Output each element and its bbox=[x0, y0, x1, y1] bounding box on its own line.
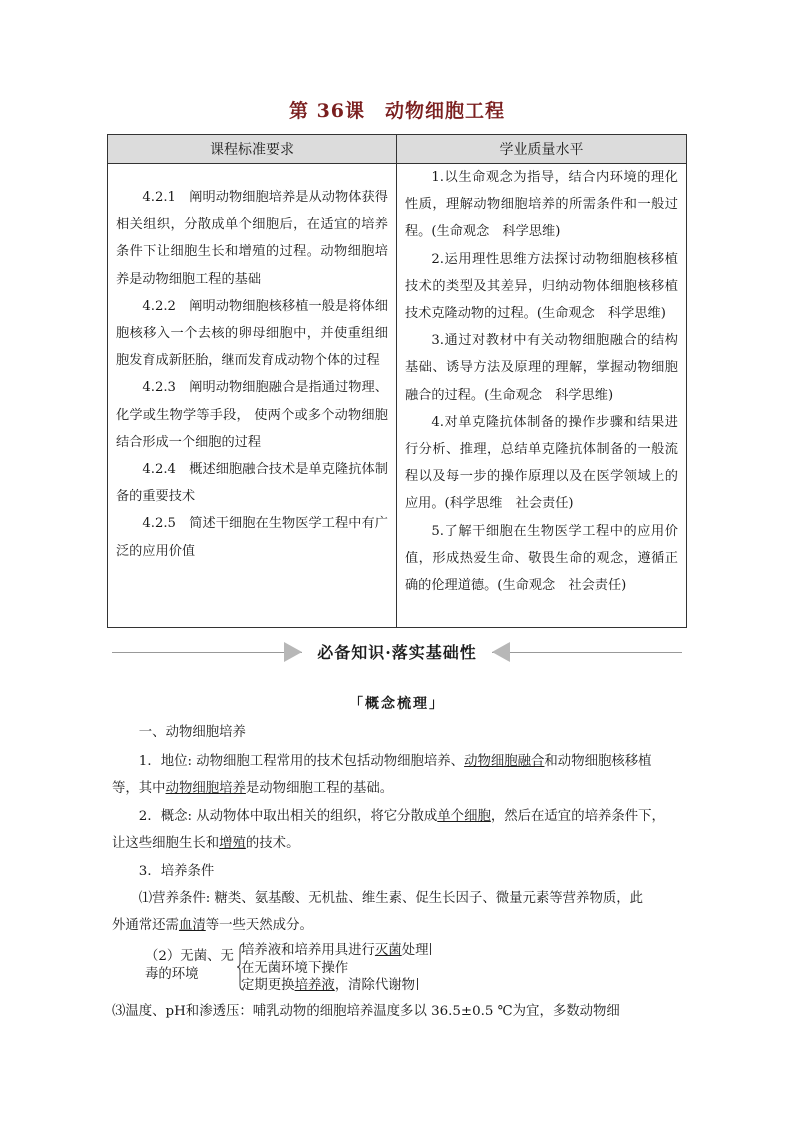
standards-table bbox=[107, 134, 687, 628]
item-end-bar bbox=[417, 978, 418, 990]
text-run: 外通常还需 bbox=[112, 918, 179, 933]
text-run: 在无菌环境下操作 bbox=[241, 960, 349, 976]
standard-item: 4.2.4 概述细胞融合技术是单克隆抗体制备的重要技术 bbox=[116, 462, 388, 505]
paragraph-nutrition bbox=[112, 885, 682, 939]
quality-item: 3.通过对教材中有关动物细胞融合的结构基础、诱导方法及原理的理解，掌握动物细胞融合的过程。(生命观念 科学思维) bbox=[405, 333, 678, 403]
brace-label bbox=[145, 948, 234, 984]
quality-cell bbox=[397, 164, 687, 628]
text-run: 毒的环境 bbox=[145, 967, 199, 982]
underlined-term: 动物细胞培养 bbox=[165, 781, 246, 796]
text-run: 1．地位: 动物细胞工程常用的技术包括动物细胞培养、 bbox=[138, 754, 465, 769]
banner-text: 必备知识·落实基础性 bbox=[311, 643, 483, 662]
column-header-quality: 学业质量水平 bbox=[397, 135, 687, 164]
text-run: 处理 bbox=[401, 943, 429, 958]
text-run: 和动物细胞核移植 bbox=[544, 754, 652, 769]
brace-item bbox=[241, 977, 431, 995]
paragraph-conditions bbox=[112, 858, 682, 885]
standard-item: 4.2.5 简述干细胞在生物医学工程中有广泛的应用价值 bbox=[116, 516, 388, 559]
text-run: 等一些天然成分。 bbox=[205, 918, 313, 933]
standard-item: 4.2.1 阐明动物细胞培养是从动物体获得相关组织，分散成单个细胞后，在适宜的培养条件下让细胞生长和增殖的过程。动物细胞培养是动物细胞工程的基础 bbox=[116, 190, 388, 287]
standard-item: 4.2.2 阐明动物细胞核移植一般是将体细胞核移入一个去核的卵母细胞中，并使重组细胞发育成新胚胎，继而发育成动物个体的过程 bbox=[116, 298, 388, 369]
underlined-term: 动物细胞融合 bbox=[464, 754, 545, 769]
text-run: ，清除代谢物 bbox=[334, 978, 416, 993]
section-banner bbox=[112, 638, 682, 666]
text-run: 让这些细胞生长和 bbox=[112, 836, 220, 851]
section-title: 一、动物细胞培养 bbox=[138, 725, 246, 740]
quality-item: 2.运用理性思维方法探讨动物细胞核移植技术的类型及其差异，归纳动物体细胞核移植技术克隆动物的过程。(生命观念 科学思维) bbox=[405, 251, 678, 322]
paragraph-position bbox=[112, 748, 682, 802]
table-body-row bbox=[108, 164, 687, 628]
text-run: 是动物细胞工程的基础。 bbox=[245, 781, 394, 796]
text-run: 等，其中 bbox=[112, 781, 166, 796]
underlined-term: 灭菌 bbox=[374, 943, 402, 958]
paragraph-temperature bbox=[112, 998, 682, 1025]
lesson-title: 第 36课 动物细胞工程 bbox=[288, 100, 506, 122]
brace-item bbox=[241, 942, 431, 960]
text-run: ，然后在适宜的培养条件下， bbox=[490, 809, 665, 824]
text-run: ⑶温度、pH和渗透压：哺乳动物的细胞培养温度多以 36.5±0.5 ℃为宜，多数动物细 bbox=[112, 1004, 620, 1019]
sterile-conditions-diagram bbox=[145, 940, 545, 996]
text-run: 的技术。 bbox=[245, 836, 300, 851]
underlined-term: 培养液 bbox=[294, 978, 335, 993]
quality-item: 1.以生命观念为指导，结合内环境的理化性质，理解动物细胞培养的所需条件和一般过程。(生命观念 科学思维) bbox=[405, 170, 678, 240]
text-run: 2．概念: 从动物体中取出相关的组织，将它分散成 bbox=[138, 809, 438, 824]
standards-cell bbox=[108, 164, 397, 628]
standard-item: 4.2.3 阐明动物细胞融合是指通过物理、化学或生物学等手段， 使两个或多个动物细胞结合形成一个细胞的过程 bbox=[116, 380, 388, 450]
text-run: ⑴营养条件: 糖类、氨基酸、无机盐、维生素、促生长因子、微量元素等营养物质，此 bbox=[138, 891, 644, 906]
column-header-standards: 课程标准要求 bbox=[108, 135, 397, 164]
brace-items bbox=[241, 942, 431, 995]
underlined-term: 血清 bbox=[178, 918, 206, 933]
item-end-bar bbox=[430, 943, 431, 955]
table-header-row bbox=[108, 135, 687, 164]
section-heading bbox=[112, 719, 682, 746]
text-run: （2）无菌、无 bbox=[145, 949, 234, 964]
text-run: 3．培养条件 bbox=[138, 864, 215, 879]
text-run: 培养液和培养用具进行 bbox=[241, 943, 375, 958]
text-run: 定期更换 bbox=[241, 978, 295, 993]
quality-item: 5.了解干细胞在生物医学工程中的应用价值，形成热爱生命、敬畏生命的观念，遵循正确的伦理道德。(生命观念 社会责任) bbox=[405, 523, 678, 594]
quality-item: 4.对单克隆抗体制备的操作步骤和结果进行分析、推理，总结单克隆抗体制备的一般流程以及每一步的操作原理以及在医学领域上的应用。(科学思维 社会责任) bbox=[405, 414, 678, 512]
brace-item bbox=[241, 960, 431, 978]
underlined-term: 单个细胞 bbox=[437, 809, 491, 824]
paragraph-concept bbox=[112, 803, 682, 857]
underlined-term: 增殖 bbox=[219, 836, 246, 851]
concept-subheading: 「概念梳理」 bbox=[349, 696, 445, 712]
